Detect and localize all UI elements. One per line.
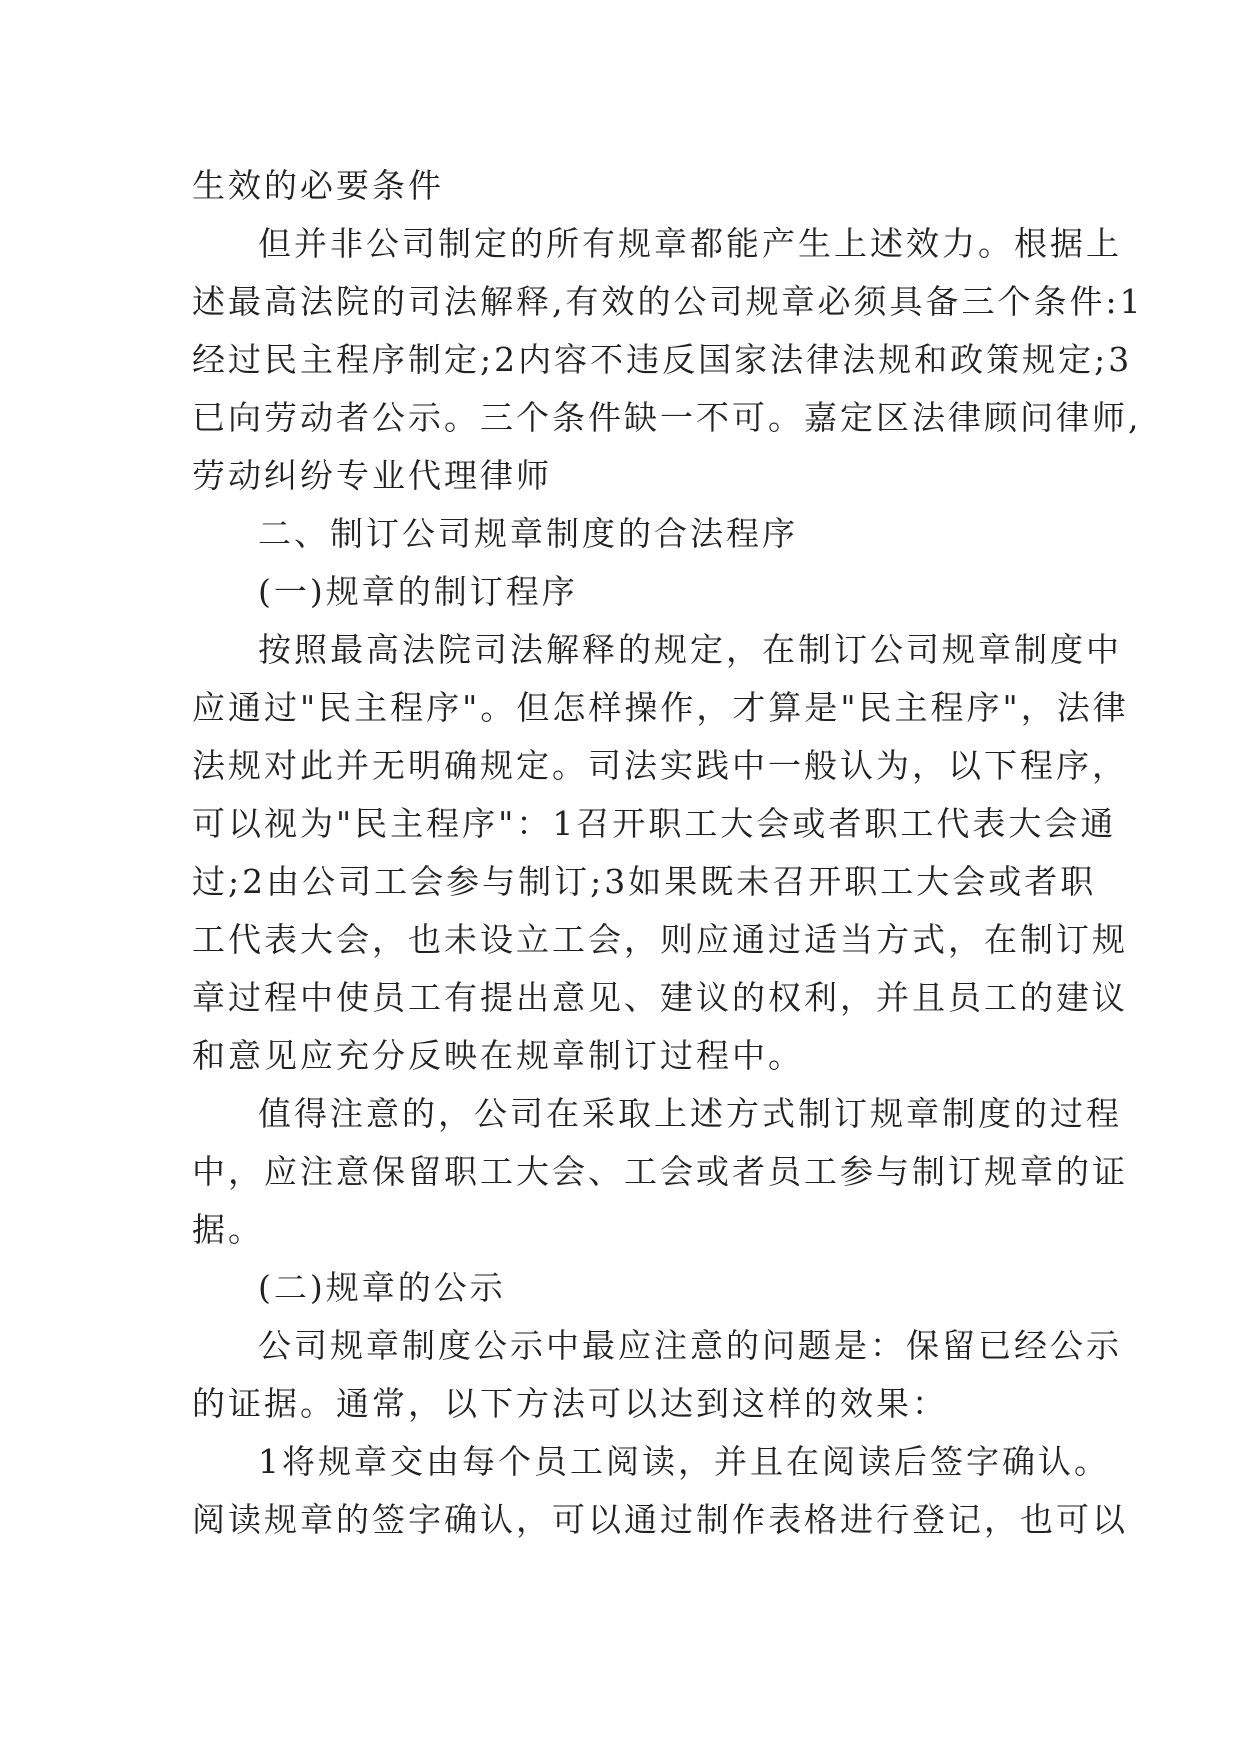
paragraph-9 <box>192 1433 1128 1549</box>
text-line: 中，应注意保留职工大会、工会或者员工参与制订规章的证 <box>192 1152 1128 1191</box>
text-line: 和意见应充分反映在规章制订过程中。 <box>192 1036 804 1075</box>
paragraph-5 <box>192 621 1129 1085</box>
text-line: 经过民主程序制定;2内容不违反国家法律法规和政策规定;3 <box>192 340 1133 379</box>
text-line: 可以视为"民主程序"：1召开职工大会或者职工代表大会通 <box>192 804 1117 843</box>
subsection-heading-2 <box>192 1259 1052 1317</box>
text-line: (一)规章的制订程序 <box>258 572 578 611</box>
text-line: 工代表大会，也未设立工会，则应通过适当方式，在制订规 <box>192 920 1128 959</box>
text-line: 阅读规章的签字确认，可以通过制作表格进行登记，也可以 <box>192 1500 1128 1539</box>
text-line: 的证据。通常，以下方法可以达到这样的效果： <box>192 1384 948 1423</box>
text-line: 据。 <box>192 1210 264 1249</box>
text-line: 过;2由公司工会参与制订;3如果既未召开职工大会或者职 <box>192 862 1097 901</box>
text-line: 公司规章制度公示中最应注意的问题是：保留已经公示 <box>258 1326 1122 1365</box>
text-line: 劳动纠纷专业代理律师 <box>192 456 552 495</box>
text-line: 但并非公司制定的所有规章都能产生上述效力。根据上 <box>258 224 1122 263</box>
text-line: 二、制订公司规章制度的合法程序 <box>258 514 798 553</box>
paragraph-6 <box>192 1085 1128 1259</box>
section-heading-2 <box>192 505 1052 563</box>
text-line: 法规对此并无明确规定。司法实践中一般认为，以下程序， <box>192 746 1128 785</box>
paragraph-2 <box>192 215 1144 505</box>
text-line: 述最高法院的司法解释,有效的公司规章必须具备三个条件:1 <box>192 282 1144 321</box>
text-line: 章过程中使员工有提出意见、建议的权利，并且员工的建议 <box>192 978 1128 1017</box>
paragraph-1 <box>192 157 1052 215</box>
text-line: 生效的必要条件 <box>192 166 444 205</box>
text-line: 应通过"民主程序"。但怎样操作，才算是"民主程序"，法律 <box>192 688 1129 727</box>
text-line: 按照最高法院司法解释的规定，在制订公司规章制度中 <box>258 630 1122 669</box>
paragraph-8 <box>192 1317 1122 1433</box>
text-line: (二)规章的公示 <box>258 1268 506 1307</box>
text-line: 1将规章交由每个员工阅读，并且在阅读后签字确认。 <box>258 1442 1110 1481</box>
text-line: 已向劳动者公示。三个条件缺一不可。嘉定区法律顾问律师, <box>192 398 1142 437</box>
document-body <box>192 157 1144 1549</box>
subsection-heading-1 <box>192 563 1052 621</box>
text-line: 值得注意的，公司在采取上述方式制订规章制度的过程 <box>258 1094 1122 1133</box>
